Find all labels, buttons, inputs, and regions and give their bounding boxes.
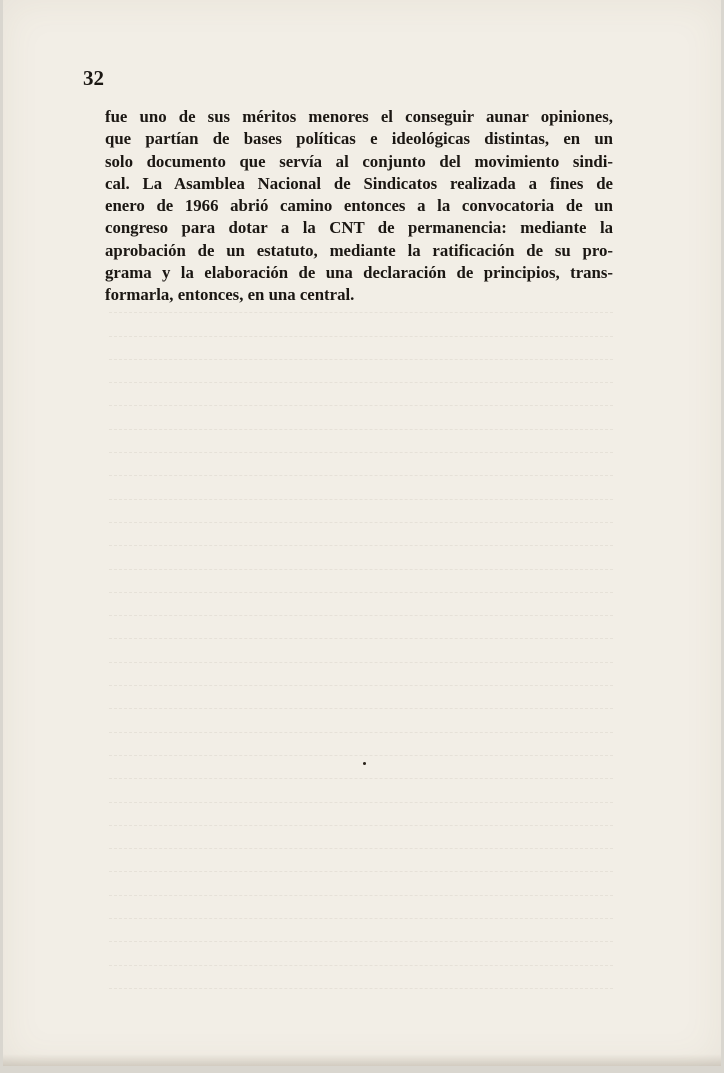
show-through-line (109, 733, 613, 756)
show-through-line (109, 616, 613, 639)
show-through-line (109, 406, 613, 429)
show-through-line (109, 896, 613, 919)
document-page (3, 0, 721, 1066)
show-through-line (109, 849, 613, 872)
show-through-line (109, 942, 613, 965)
paragraph-line: enero de 1966 abrió camino entonces a la convocatoria de un (105, 196, 613, 216)
show-through-line (109, 919, 613, 942)
show-through-line (109, 360, 613, 383)
show-through-line (109, 826, 613, 849)
paragraph-line: aprobación de un estatuto, mediante la ratificación de su pro- (105, 240, 613, 260)
show-through-line (109, 523, 613, 546)
show-through-line (109, 803, 613, 826)
show-through-line (109, 779, 613, 802)
show-through-line (109, 756, 613, 779)
show-through-line (109, 453, 613, 476)
show-through-line (109, 663, 613, 686)
show-through-line (109, 313, 613, 336)
paragraph-line-last: formarla, entonces, en una central. (105, 285, 355, 305)
page-number: 32 (83, 66, 104, 90)
show-through-line (109, 593, 613, 616)
show-through-line (109, 872, 613, 895)
show-through-line (109, 500, 613, 523)
paragraph-line: grama y la elaboración de una declaración de principios, trans- (105, 263, 613, 283)
ink-speck (363, 762, 366, 765)
paragraph-line: cal. La Asamblea Nacional de Sindicatos realizada a fines de (105, 173, 613, 193)
show-through-line (109, 709, 613, 732)
paragraph-line: fue uno de sus méritos menores el conseguir aunar opiniones, (105, 107, 613, 126)
show-through-line (109, 476, 613, 499)
show-through-line (109, 966, 613, 989)
show-through-texture (109, 290, 617, 990)
show-through-line (109, 546, 613, 569)
show-through-line (109, 570, 613, 593)
paragraph-line: solo documento que servía al conjunto del movimiento sindi- (105, 151, 613, 171)
body-paragraph (105, 106, 613, 307)
show-through-line (109, 383, 613, 406)
show-through-line (109, 639, 613, 662)
show-through-line (109, 430, 613, 453)
paragraph-line: congreso para dotar a la CNT de permanencia: mediante la (105, 218, 613, 238)
paragraph-line: que partían de bases políticas e ideológicas distintas, en un (105, 129, 613, 149)
show-through-line (109, 686, 613, 709)
show-through-line (109, 337, 613, 360)
page-edge-shadow (3, 1054, 721, 1066)
